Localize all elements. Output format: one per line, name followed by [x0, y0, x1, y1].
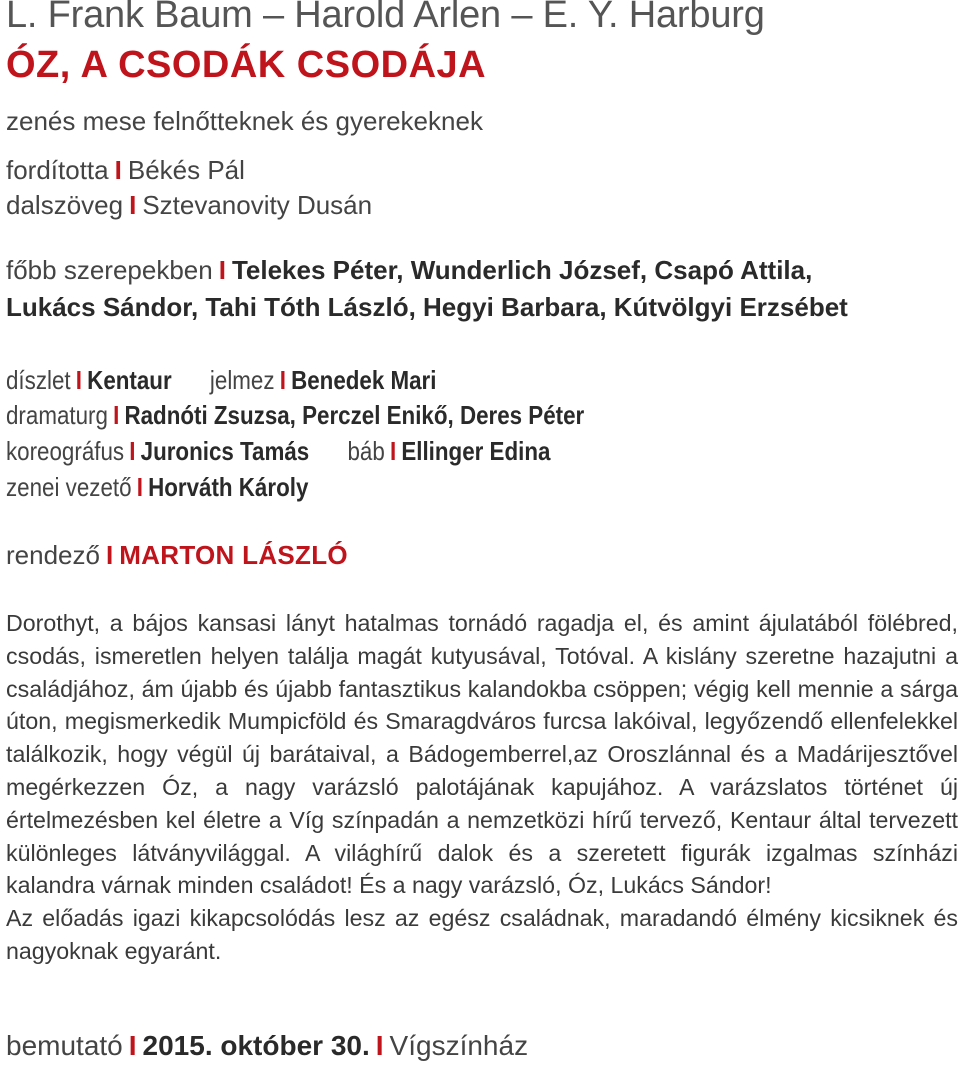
puppet-name: Ellinger Edina [401, 436, 551, 466]
separator: I [113, 400, 120, 430]
credit-choreo-puppet [6, 436, 639, 467]
credit-translation [6, 155, 245, 186]
separator: I [218, 255, 226, 285]
authors-line: L. Frank Baum – Harold Arlen – E. Y. Harburg [6, 0, 765, 36]
separator: I [128, 1030, 137, 1061]
description-paragraph: Az előadás igazi kikapcsolódás lesz az egész családnak, maradandó élmény kicsiknek és nagyoknak egyaránt. [6, 905, 958, 964]
music-name: Horváth Károly [148, 472, 309, 502]
dramaturg-names: Radnóti Zsuzsa, Perczel Enikő, Deres Péter [124, 400, 585, 430]
translation-name: Békés Pál [127, 155, 245, 185]
director-label: rendező [6, 540, 100, 570]
premiere-venue: Vígszínház [389, 1030, 529, 1061]
premiere-date: 2015. október 30. [142, 1030, 370, 1061]
separator: I [389, 436, 397, 466]
premiere-label: bemutató [6, 1030, 123, 1061]
dramaturg-label: dramaturg [6, 400, 108, 430]
show-title: ÓZ, A CSODÁK CSODÁJA [6, 44, 487, 86]
cast-names-line2: Lukács Sándor, Tahi Tóth László, Hegyi Barbara, Kútvölgyi Erzsébet [6, 292, 848, 322]
separator: I [136, 472, 143, 502]
separator: I [105, 540, 114, 570]
premiere-line [6, 1030, 528, 1062]
lyrics-name: Sztevanovity Dusán [142, 190, 373, 220]
description [6, 607, 958, 968]
separator: I [129, 190, 137, 220]
choreo-label: koreográfus [6, 436, 125, 466]
costume-label: jelmez [209, 365, 275, 395]
translation-label: fordította [6, 155, 109, 185]
cast-label: főbb szerepekben [6, 255, 213, 285]
puppet-label: báb [347, 436, 385, 466]
separator: I [114, 155, 122, 185]
credit-dramaturg [6, 400, 678, 431]
choreo-name: Juronics Tamás [140, 436, 310, 466]
director-name: MARTON LÁSZLÓ [119, 540, 348, 570]
credit-music [6, 472, 358, 503]
separator: I [279, 365, 286, 395]
separator: I [129, 436, 136, 466]
separator: I [75, 365, 83, 395]
credit-cast [6, 255, 812, 286]
credit-director [6, 540, 348, 571]
set-label: díszlet [6, 365, 71, 395]
set-name: Kentaur [87, 365, 172, 395]
description-paragraph: Dorothyt, a bájos kansasi lányt hatalmas tornádó ragadja el, és amint ájulatából fölébred, csodás, ismeretlen helyen találja magát kutyusával, Totóval. A kislány szeretne hazajutni a családjához, ám újabb és újabb fantasztikus kalandokba csöppen; végig kell mennie a sárga úton, megismerkedik Mumpicföld és Smaragdváros furcsa lakóival, legyőzendő ellenfelekkel találkozik, hogy végül új barátaival, a Bádogemberrel,az Oroszlánnal és a Madárijesztővel megérkezzen Óz, a nagy varázsló palotájának kapujához. A varázslatos történet új értelmezésben kel életre a Víg színpadán a nemzetközi hírű tervező, Kentaur által tervezett különleges látványvilággal. A világhírű dalok és a szeretett figurák izgalmas színházi kalandra várnak minden családot! És a nagy varázsló, Óz, Lukács Sándor! [6, 610, 958, 899]
lyrics-label: dalszöveg [6, 190, 124, 220]
credit-lyrics [6, 190, 372, 221]
costume-name: Benedek Mari [291, 365, 437, 395]
separator: I [375, 1030, 384, 1061]
show-subtitle: zenés mese felnőtteknek és gyerekeknek [6, 106, 483, 136]
cast-names-line1: Telekes Péter, Wunderlich József, Csapó Attila, [231, 255, 813, 285]
music-label: zenei vezető [6, 472, 132, 502]
credit-set-costume [6, 365, 507, 396]
